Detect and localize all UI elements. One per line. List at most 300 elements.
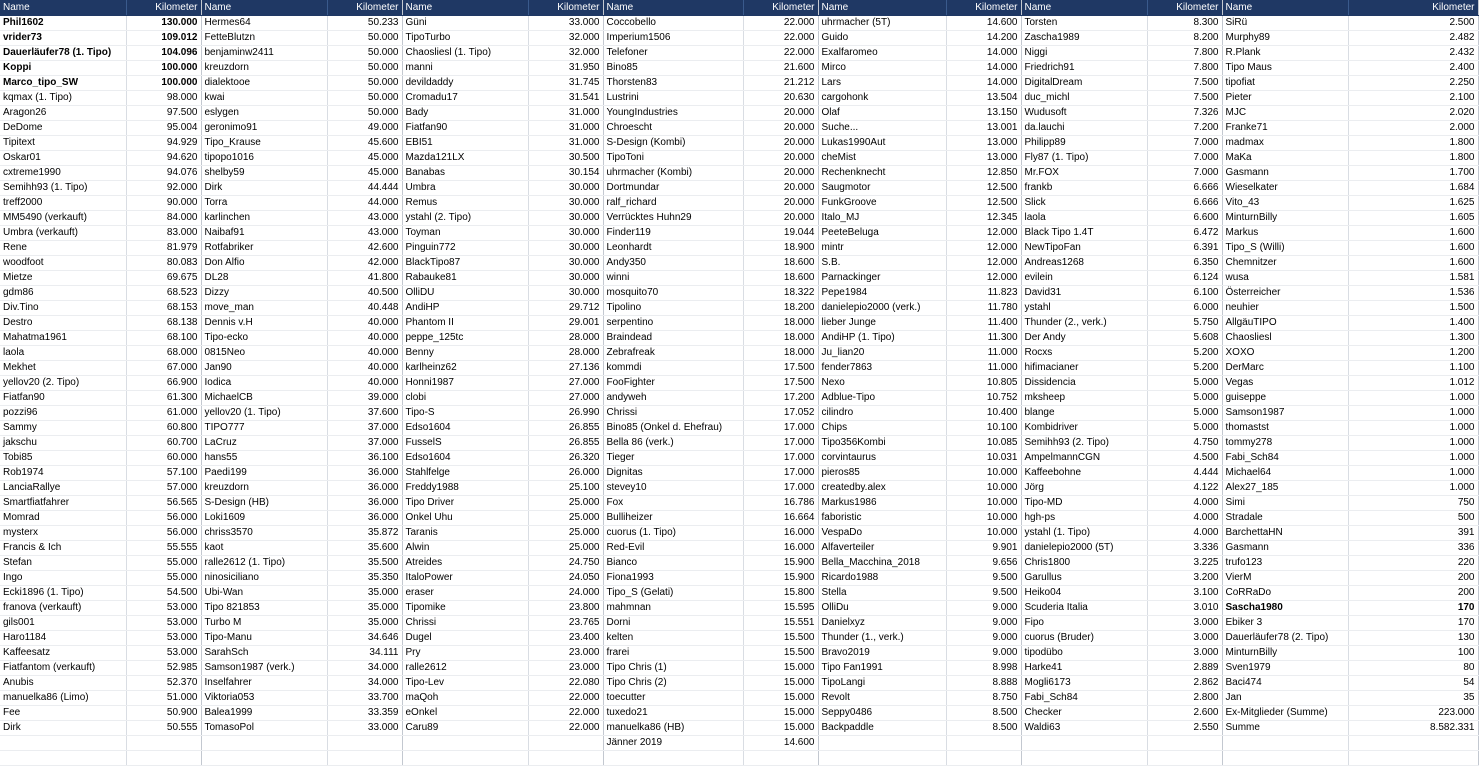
name-cell[interactable]: CoRRaDo <box>1222 586 1348 601</box>
name-cell[interactable]: andyweh <box>603 391 743 406</box>
name-cell[interactable]: mosquito70 <box>603 286 743 301</box>
name-cell[interactable]: Chips <box>818 421 946 436</box>
kilometer-cell[interactable]: 22.000 <box>528 721 603 736</box>
kilometer-cell[interactable]: 33.000 <box>528 16 603 31</box>
kilometer-cell[interactable]: 17.000 <box>743 466 818 481</box>
kilometer-cell[interactable]: 68.138 <box>126 316 201 331</box>
name-cell[interactable]: Tipo Fan1991 <box>818 661 946 676</box>
name-cell[interactable]: Remus <box>402 196 528 211</box>
column-header-name[interactable]: Name <box>201 0 327 16</box>
name-cell[interactable]: Italo_MJ <box>818 211 946 226</box>
name-cell[interactable]: DL28 <box>201 271 327 286</box>
name-cell[interactable]: tipofiat <box>1222 76 1348 91</box>
kilometer-cell[interactable]: 15.000 <box>743 676 818 691</box>
name-cell[interactable]: Phantom II <box>402 316 528 331</box>
kilometer-cell[interactable]: 3.000 <box>1147 631 1222 646</box>
name-cell[interactable]: Cromadu17 <box>402 91 528 106</box>
name-cell[interactable]: MaKa <box>1222 151 1348 166</box>
empty-cell[interactable] <box>327 751 402 766</box>
name-cell[interactable]: Bino85 <box>603 61 743 76</box>
kilometer-cell[interactable]: 1.700 <box>1348 166 1478 181</box>
kilometer-cell[interactable]: 50.000 <box>327 31 402 46</box>
name-cell[interactable]: Stahlfelge <box>402 466 528 481</box>
kilometer-cell[interactable]: 20.000 <box>743 136 818 151</box>
name-cell[interactable]: guiseppe <box>1222 391 1348 406</box>
name-cell[interactable]: Honni1987 <box>402 376 528 391</box>
kilometer-cell[interactable]: 15.500 <box>743 631 818 646</box>
name-cell[interactable]: Dirk <box>0 721 126 736</box>
empty-cell[interactable] <box>603 751 743 766</box>
kilometer-cell[interactable]: 12.000 <box>946 226 1021 241</box>
name-cell[interactable]: ystahl <box>1021 301 1147 316</box>
kilometer-cell[interactable]: 29.001 <box>528 316 603 331</box>
name-cell[interactable]: Checker <box>1021 706 1147 721</box>
name-cell[interactable]: Nexo <box>818 376 946 391</box>
empty-cell[interactable] <box>743 751 818 766</box>
name-cell[interactable]: neuhier <box>1222 301 1348 316</box>
kilometer-cell[interactable]: 7.000 <box>1147 136 1222 151</box>
name-cell[interactable]: TipoToni <box>603 151 743 166</box>
kilometer-cell[interactable]: 40.000 <box>327 346 402 361</box>
name-cell[interactable]: TipoLangi <box>818 676 946 691</box>
name-cell[interactable]: Rob1974 <box>0 466 126 481</box>
column-header-kilometer[interactable]: Kilometer <box>126 0 201 16</box>
name-cell[interactable]: lieber Junge <box>818 316 946 331</box>
name-cell[interactable]: VespaDo <box>818 526 946 541</box>
name-cell[interactable]: chriss3570 <box>201 526 327 541</box>
name-cell[interactable]: duc_michl <box>1021 91 1147 106</box>
name-cell[interactable]: Tipo-Manu <box>201 631 327 646</box>
kilometer-cell[interactable]: 1.536 <box>1348 286 1478 301</box>
name-cell[interactable]: eslygen <box>201 106 327 121</box>
name-cell[interactable]: Der Andy <box>1021 331 1147 346</box>
name-cell[interactable]: Slick <box>1021 196 1147 211</box>
empty-cell[interactable] <box>818 736 946 751</box>
kilometer-cell[interactable]: 8.300 <box>1147 16 1222 31</box>
name-cell[interactable]: NewTipoFan <box>1021 241 1147 256</box>
name-cell[interactable]: Chrissi <box>402 616 528 631</box>
name-cell[interactable]: Mogli6173 <box>1021 676 1147 691</box>
kilometer-cell[interactable]: 7.500 <box>1147 76 1222 91</box>
kilometer-cell[interactable]: 13.504 <box>946 91 1021 106</box>
name-cell[interactable]: Garullus <box>1021 571 1147 586</box>
kilometer-cell[interactable]: 52.370 <box>126 676 201 691</box>
kilometer-cell[interactable]: 10.752 <box>946 391 1021 406</box>
name-cell[interactable]: Bravo2019 <box>818 646 946 661</box>
kilometer-cell[interactable]: 18.322 <box>743 286 818 301</box>
name-cell[interactable]: Fee <box>0 706 126 721</box>
name-cell[interactable]: MichaelCB <box>201 391 327 406</box>
kilometer-cell[interactable]: 14.600 <box>743 736 818 751</box>
name-cell[interactable]: hans55 <box>201 451 327 466</box>
kilometer-cell[interactable]: 27.000 <box>528 391 603 406</box>
name-cell[interactable]: Revolt <box>818 691 946 706</box>
name-cell[interactable]: Tipo Maus <box>1222 61 1348 76</box>
empty-cell[interactable] <box>1348 736 1478 751</box>
name-cell[interactable]: Tipomike <box>402 601 528 616</box>
name-cell[interactable]: Fiatfan90 <box>402 121 528 136</box>
kilometer-cell[interactable]: 21.212 <box>743 76 818 91</box>
kilometer-cell[interactable]: 15.000 <box>743 721 818 736</box>
kilometer-cell[interactable]: 11.300 <box>946 331 1021 346</box>
kilometer-cell[interactable]: 6.124 <box>1147 271 1222 286</box>
kilometer-cell[interactable]: 33.359 <box>327 706 402 721</box>
name-cell[interactable]: Tipo_Krause <box>201 136 327 151</box>
name-cell[interactable]: cheMist <box>818 151 946 166</box>
empty-cell[interactable] <box>528 736 603 751</box>
name-cell[interactable]: Stradale <box>1222 511 1348 526</box>
name-cell[interactable]: Edso1604 <box>402 451 528 466</box>
kilometer-cell[interactable]: 52.985 <box>126 661 201 676</box>
name-cell[interactable]: Zascha1989 <box>1021 31 1147 46</box>
kilometer-cell[interactable]: 25.000 <box>528 526 603 541</box>
kilometer-cell[interactable]: 40.000 <box>327 331 402 346</box>
kilometer-cell[interactable]: 2.600 <box>1147 706 1222 721</box>
kilometer-cell[interactable]: 20.000 <box>743 106 818 121</box>
name-cell[interactable]: Paedi199 <box>201 466 327 481</box>
kilometer-cell[interactable]: 27.136 <box>528 361 603 376</box>
kilometer-cell[interactable]: 34.000 <box>327 661 402 676</box>
name-cell[interactable]: Caru89 <box>402 721 528 736</box>
kilometer-cell[interactable]: 37.600 <box>327 406 402 421</box>
kilometer-cell[interactable]: 30.000 <box>528 271 603 286</box>
name-cell[interactable]: FusselS <box>402 436 528 451</box>
name-cell[interactable]: cilindro <box>818 406 946 421</box>
name-cell[interactable]: S.B. <box>818 256 946 271</box>
kilometer-cell[interactable]: 31.000 <box>528 106 603 121</box>
kilometer-cell[interactable]: 5.000 <box>1147 376 1222 391</box>
empty-cell[interactable] <box>1147 751 1222 766</box>
name-cell[interactable]: Francis & Ich <box>0 541 126 556</box>
name-cell[interactable]: Bino85 (Onkel d. Ehefrau) <box>603 421 743 436</box>
kilometer-cell[interactable]: 220 <box>1348 556 1478 571</box>
name-cell[interactable]: David31 <box>1021 286 1147 301</box>
name-cell[interactable]: corvintaurus <box>818 451 946 466</box>
name-cell[interactable]: Tipitext <box>0 136 126 151</box>
name-cell[interactable]: Ubi-Wan <box>201 586 327 601</box>
name-cell[interactable]: franova (verkauft) <box>0 601 126 616</box>
kilometer-cell[interactable]: 53.000 <box>126 616 201 631</box>
name-cell[interactable]: kaot <box>201 541 327 556</box>
name-cell[interactable]: Fiatfan90 <box>0 391 126 406</box>
kilometer-cell[interactable]: 13.000 <box>946 151 1021 166</box>
kilometer-cell[interactable]: 68.153 <box>126 301 201 316</box>
kilometer-cell[interactable]: 57.100 <box>126 466 201 481</box>
name-cell[interactable]: Lars <box>818 76 946 91</box>
name-cell[interactable]: ralf_richard <box>603 196 743 211</box>
kilometer-cell[interactable]: 22.080 <box>528 676 603 691</box>
name-cell[interactable]: Bella 86 (verk.) <box>603 436 743 451</box>
kilometer-cell[interactable]: 750 <box>1348 496 1478 511</box>
name-cell[interactable]: Smartfiatfahrer <box>0 496 126 511</box>
name-cell[interactable]: XOXO <box>1222 346 1348 361</box>
kilometer-cell[interactable]: 12.000 <box>946 256 1021 271</box>
kilometer-cell[interactable]: 45.000 <box>327 166 402 181</box>
kilometer-cell[interactable]: 51.000 <box>126 691 201 706</box>
kilometer-cell[interactable]: 200 <box>1348 586 1478 601</box>
kilometer-cell[interactable]: 104.096 <box>126 46 201 61</box>
name-cell[interactable]: Dauerläufer78 (1. Tipo) <box>0 46 126 61</box>
kilometer-cell[interactable]: 24.050 <box>528 571 603 586</box>
name-cell[interactable]: Tipo 821853 <box>201 601 327 616</box>
name-cell[interactable]: Atreides <box>402 556 528 571</box>
kilometer-cell[interactable]: 50.000 <box>327 46 402 61</box>
name-cell[interactable]: FooFighter <box>603 376 743 391</box>
kilometer-cell[interactable]: 336 <box>1348 541 1478 556</box>
kilometer-cell[interactable]: 68.000 <box>126 346 201 361</box>
name-cell[interactable]: tipopo1016 <box>201 151 327 166</box>
name-cell[interactable]: benjaminw2411 <box>201 46 327 61</box>
empty-cell[interactable] <box>946 751 1021 766</box>
kilometer-cell[interactable]: 45.000 <box>327 151 402 166</box>
name-cell[interactable]: Imperium1506 <box>603 31 743 46</box>
kilometer-cell[interactable]: 60.000 <box>126 451 201 466</box>
name-cell[interactable]: Rotfabriker <box>201 241 327 256</box>
kilometer-cell[interactable]: 9.000 <box>946 646 1021 661</box>
kilometer-cell[interactable]: 10.000 <box>946 496 1021 511</box>
name-cell[interactable]: Ricardo1988 <box>818 571 946 586</box>
kilometer-cell[interactable]: 5.000 <box>1147 406 1222 421</box>
name-cell[interactable]: Tipo-MD <box>1021 496 1147 511</box>
empty-cell[interactable] <box>327 736 402 751</box>
kilometer-cell[interactable]: 31.000 <box>528 136 603 151</box>
name-cell[interactable]: gdm86 <box>0 286 126 301</box>
name-cell[interactable]: tuxedo21 <box>603 706 743 721</box>
name-cell[interactable]: madmax <box>1222 136 1348 151</box>
name-cell[interactable]: createdby.alex <box>818 481 946 496</box>
kilometer-cell[interactable]: 10.085 <box>946 436 1021 451</box>
name-cell[interactable]: Pepe1984 <box>818 286 946 301</box>
name-cell[interactable]: Parnackinger <box>818 271 946 286</box>
kilometer-cell[interactable]: 36.000 <box>327 481 402 496</box>
kilometer-cell[interactable]: 3.336 <box>1147 541 1222 556</box>
name-cell[interactable]: Dortmundar <box>603 181 743 196</box>
kilometer-cell[interactable]: 27.000 <box>528 376 603 391</box>
kilometer-cell[interactable]: 7.326 <box>1147 106 1222 121</box>
kilometer-cell[interactable]: 10.031 <box>946 451 1021 466</box>
kilometer-cell[interactable]: 6.600 <box>1147 211 1222 226</box>
empty-cell[interactable] <box>818 751 946 766</box>
name-cell[interactable]: thomastst <box>1222 421 1348 436</box>
column-header-name[interactable]: Name <box>1021 0 1147 16</box>
name-cell[interactable]: Pinguin772 <box>402 241 528 256</box>
kilometer-cell[interactable]: 56.000 <box>126 526 201 541</box>
column-header-kilometer[interactable]: Kilometer <box>1348 0 1478 16</box>
kilometer-cell[interactable]: 18.000 <box>743 331 818 346</box>
kilometer-cell[interactable]: 50.000 <box>327 106 402 121</box>
kilometer-cell[interactable]: 1.200 <box>1348 346 1478 361</box>
name-cell[interactable]: Murphy89 <box>1222 31 1348 46</box>
name-cell[interactable]: Tipo-ecko <box>201 331 327 346</box>
kilometer-cell[interactable]: 30.000 <box>528 241 603 256</box>
kilometer-cell[interactable]: 44.000 <box>327 196 402 211</box>
name-cell[interactable]: Ex-Mitglieder (Summe) <box>1222 706 1348 721</box>
kilometer-cell[interactable]: 40.500 <box>327 286 402 301</box>
name-cell[interactable]: Stella <box>818 586 946 601</box>
name-cell[interactable]: Marco_tipo_SW <box>0 76 126 91</box>
kilometer-cell[interactable]: 3.225 <box>1147 556 1222 571</box>
kilometer-cell[interactable]: 17.200 <box>743 391 818 406</box>
kilometer-cell[interactable]: 12.345 <box>946 211 1021 226</box>
kilometer-cell[interactable]: 12.000 <box>946 271 1021 286</box>
column-header-kilometer[interactable]: Kilometer <box>946 0 1021 16</box>
name-cell[interactable]: move_man <box>201 301 327 316</box>
kilometer-cell[interactable]: 68.100 <box>126 331 201 346</box>
kilometer-cell[interactable]: 170 <box>1348 601 1478 616</box>
kilometer-cell[interactable]: 66.900 <box>126 376 201 391</box>
kilometer-cell[interactable]: 35.000 <box>327 586 402 601</box>
name-cell[interactable]: ystahl (1. Tipo) <box>1021 526 1147 541</box>
kilometer-cell[interactable]: 53.000 <box>126 646 201 661</box>
kilometer-cell[interactable]: 1.600 <box>1348 226 1478 241</box>
empty-cell[interactable] <box>1021 736 1147 751</box>
kilometer-cell[interactable]: 40.448 <box>327 301 402 316</box>
kilometer-cell[interactable]: 10.000 <box>946 526 1021 541</box>
kilometer-cell[interactable]: 16.000 <box>743 541 818 556</box>
name-cell[interactable]: Vegas <box>1222 376 1348 391</box>
name-cell[interactable]: Verrücktes Huhn29 <box>603 211 743 226</box>
empty-cell[interactable] <box>0 736 126 751</box>
name-cell[interactable]: Anubis <box>0 676 126 691</box>
name-cell[interactable]: DerMarc <box>1222 361 1348 376</box>
kilometer-cell[interactable]: 18.000 <box>743 316 818 331</box>
name-cell[interactable]: Fox <box>603 496 743 511</box>
name-cell[interactable]: Dirk <box>201 181 327 196</box>
name-cell[interactable]: Edso1604 <box>402 421 528 436</box>
kilometer-cell[interactable]: 9.500 <box>946 571 1021 586</box>
name-cell[interactable]: Ju_lian20 <box>818 346 946 361</box>
kilometer-cell[interactable]: 55.000 <box>126 556 201 571</box>
kilometer-cell[interactable]: 5.000 <box>1147 391 1222 406</box>
name-cell[interactable]: eraser <box>402 586 528 601</box>
name-cell[interactable]: cuorus (Bruder) <box>1021 631 1147 646</box>
name-cell[interactable]: yellov20 (1. Tipo) <box>201 406 327 421</box>
name-cell[interactable]: Rocxs <box>1021 346 1147 361</box>
kilometer-cell[interactable]: 6.666 <box>1147 196 1222 211</box>
empty-cell[interactable] <box>201 751 327 766</box>
kilometer-cell[interactable]: 55.000 <box>126 571 201 586</box>
name-cell[interactable]: MinturnBilly <box>1222 646 1348 661</box>
kilometer-cell[interactable]: 22.000 <box>743 16 818 31</box>
name-cell[interactable]: Ebiker 3 <box>1222 616 1348 631</box>
kilometer-cell[interactable]: 223.000 <box>1348 706 1478 721</box>
kilometer-cell[interactable]: 9.000 <box>946 601 1021 616</box>
kilometer-cell[interactable]: 2.400 <box>1348 61 1478 76</box>
kilometer-cell[interactable]: 2.800 <box>1147 691 1222 706</box>
kilometer-cell[interactable]: 20.000 <box>743 196 818 211</box>
kilometer-cell[interactable]: 22.000 <box>743 31 818 46</box>
kilometer-cell[interactable]: 36.000 <box>327 466 402 481</box>
name-cell[interactable]: Chemnitzer <box>1222 256 1348 271</box>
kilometer-cell[interactable]: 1.000 <box>1348 391 1478 406</box>
kilometer-cell[interactable]: 53.000 <box>126 601 201 616</box>
name-cell[interactable]: cxtreme1990 <box>0 166 126 181</box>
kilometer-cell[interactable]: 50.555 <box>126 721 201 736</box>
name-cell[interactable]: Ecki1896 (1. Tipo) <box>0 586 126 601</box>
kilometer-cell[interactable]: 90.000 <box>126 196 201 211</box>
kilometer-cell[interactable]: 5.000 <box>1147 421 1222 436</box>
kilometer-cell[interactable]: 11.823 <box>946 286 1021 301</box>
name-cell[interactable]: Hermes64 <box>201 16 327 31</box>
kilometer-cell[interactable]: 69.675 <box>126 271 201 286</box>
name-cell[interactable]: Kombidriver <box>1021 421 1147 436</box>
kilometer-cell[interactable]: 18.600 <box>743 256 818 271</box>
name-cell[interactable]: Viktoria053 <box>201 691 327 706</box>
kilometer-cell[interactable]: 34.000 <box>327 676 402 691</box>
name-cell[interactable]: tipodübo <box>1021 646 1147 661</box>
kilometer-cell[interactable]: 130 <box>1348 631 1478 646</box>
kilometer-cell[interactable]: 94.929 <box>126 136 201 151</box>
kilometer-cell[interactable]: 35.000 <box>327 601 402 616</box>
name-cell[interactable]: MJC <box>1222 106 1348 121</box>
kilometer-cell[interactable]: 2.432 <box>1348 46 1478 61</box>
name-cell[interactable]: Sammy <box>0 421 126 436</box>
kilometer-cell[interactable]: 30.000 <box>528 181 603 196</box>
name-cell[interactable]: blange <box>1021 406 1147 421</box>
name-cell[interactable]: Dauerläufer78 (2. Tipo) <box>1222 631 1348 646</box>
name-cell[interactable]: Umbra (verkauft) <box>0 226 126 241</box>
kilometer-cell[interactable]: 1.684 <box>1348 181 1478 196</box>
name-cell[interactable]: Tipo_S (Willi) <box>1222 241 1348 256</box>
name-cell[interactable]: Naibaf91 <box>201 226 327 241</box>
name-cell[interactable]: FetteBlutzn <box>201 31 327 46</box>
name-cell[interactable]: Thunder (2., verk.) <box>1021 316 1147 331</box>
kilometer-cell[interactable]: 15.000 <box>743 661 818 676</box>
kilometer-cell[interactable]: 8.998 <box>946 661 1021 676</box>
name-cell[interactable]: Andy350 <box>603 256 743 271</box>
kilometer-cell[interactable]: 20.000 <box>743 151 818 166</box>
kilometer-cell[interactable]: 22.000 <box>528 691 603 706</box>
name-cell[interactable]: Danielxyz <box>818 616 946 631</box>
name-cell[interactable]: Tipo Chris (1) <box>603 661 743 676</box>
kilometer-cell[interactable]: 109.012 <box>126 31 201 46</box>
kilometer-cell[interactable]: 6.391 <box>1147 241 1222 256</box>
name-cell[interactable]: devildaddy <box>402 76 528 91</box>
kilometer-cell[interactable]: 4.000 <box>1147 511 1222 526</box>
column-header-name[interactable]: Name <box>0 0 126 16</box>
column-header-kilometer[interactable]: Kilometer <box>1147 0 1222 16</box>
kilometer-cell[interactable]: 6.000 <box>1147 301 1222 316</box>
name-cell[interactable]: gils001 <box>0 616 126 631</box>
kilometer-cell[interactable]: 10.100 <box>946 421 1021 436</box>
kilometer-cell[interactable]: 17.500 <box>743 361 818 376</box>
kilometer-cell[interactable]: 2.862 <box>1147 676 1222 691</box>
name-cell[interactable]: ralle2612 <box>402 661 528 676</box>
name-cell[interactable]: Mazda121LX <box>402 151 528 166</box>
name-cell[interactable]: TipoTurbo <box>402 31 528 46</box>
name-cell[interactable]: Mahatma1961 <box>0 331 126 346</box>
kilometer-cell[interactable]: 30.500 <box>528 151 603 166</box>
kilometer-cell[interactable]: 20.630 <box>743 91 818 106</box>
name-cell[interactable]: shelby59 <box>201 166 327 181</box>
kilometer-cell[interactable]: 1.000 <box>1348 421 1478 436</box>
name-cell[interactable]: pieros85 <box>818 466 946 481</box>
kilometer-cell[interactable]: 14.600 <box>946 16 1021 31</box>
kilometer-cell[interactable]: 26.320 <box>528 451 603 466</box>
name-cell[interactable]: Fiona1993 <box>603 571 743 586</box>
name-cell[interactable]: Iodica <box>201 376 327 391</box>
kilometer-cell[interactable]: 2.020 <box>1348 106 1478 121</box>
name-cell[interactable]: Fipo <box>1021 616 1147 631</box>
kilometer-cell[interactable]: 61.000 <box>126 406 201 421</box>
kilometer-cell[interactable]: 8.500 <box>946 706 1021 721</box>
kilometer-cell[interactable]: 9.000 <box>946 631 1021 646</box>
name-cell[interactable]: AndiHP (1. Tipo) <box>818 331 946 346</box>
kilometer-cell[interactable]: 1.625 <box>1348 196 1478 211</box>
kilometer-cell[interactable]: 10.000 <box>946 481 1021 496</box>
name-cell[interactable]: Koppi <box>0 61 126 76</box>
name-cell[interactable]: S-Design (HB) <box>201 496 327 511</box>
